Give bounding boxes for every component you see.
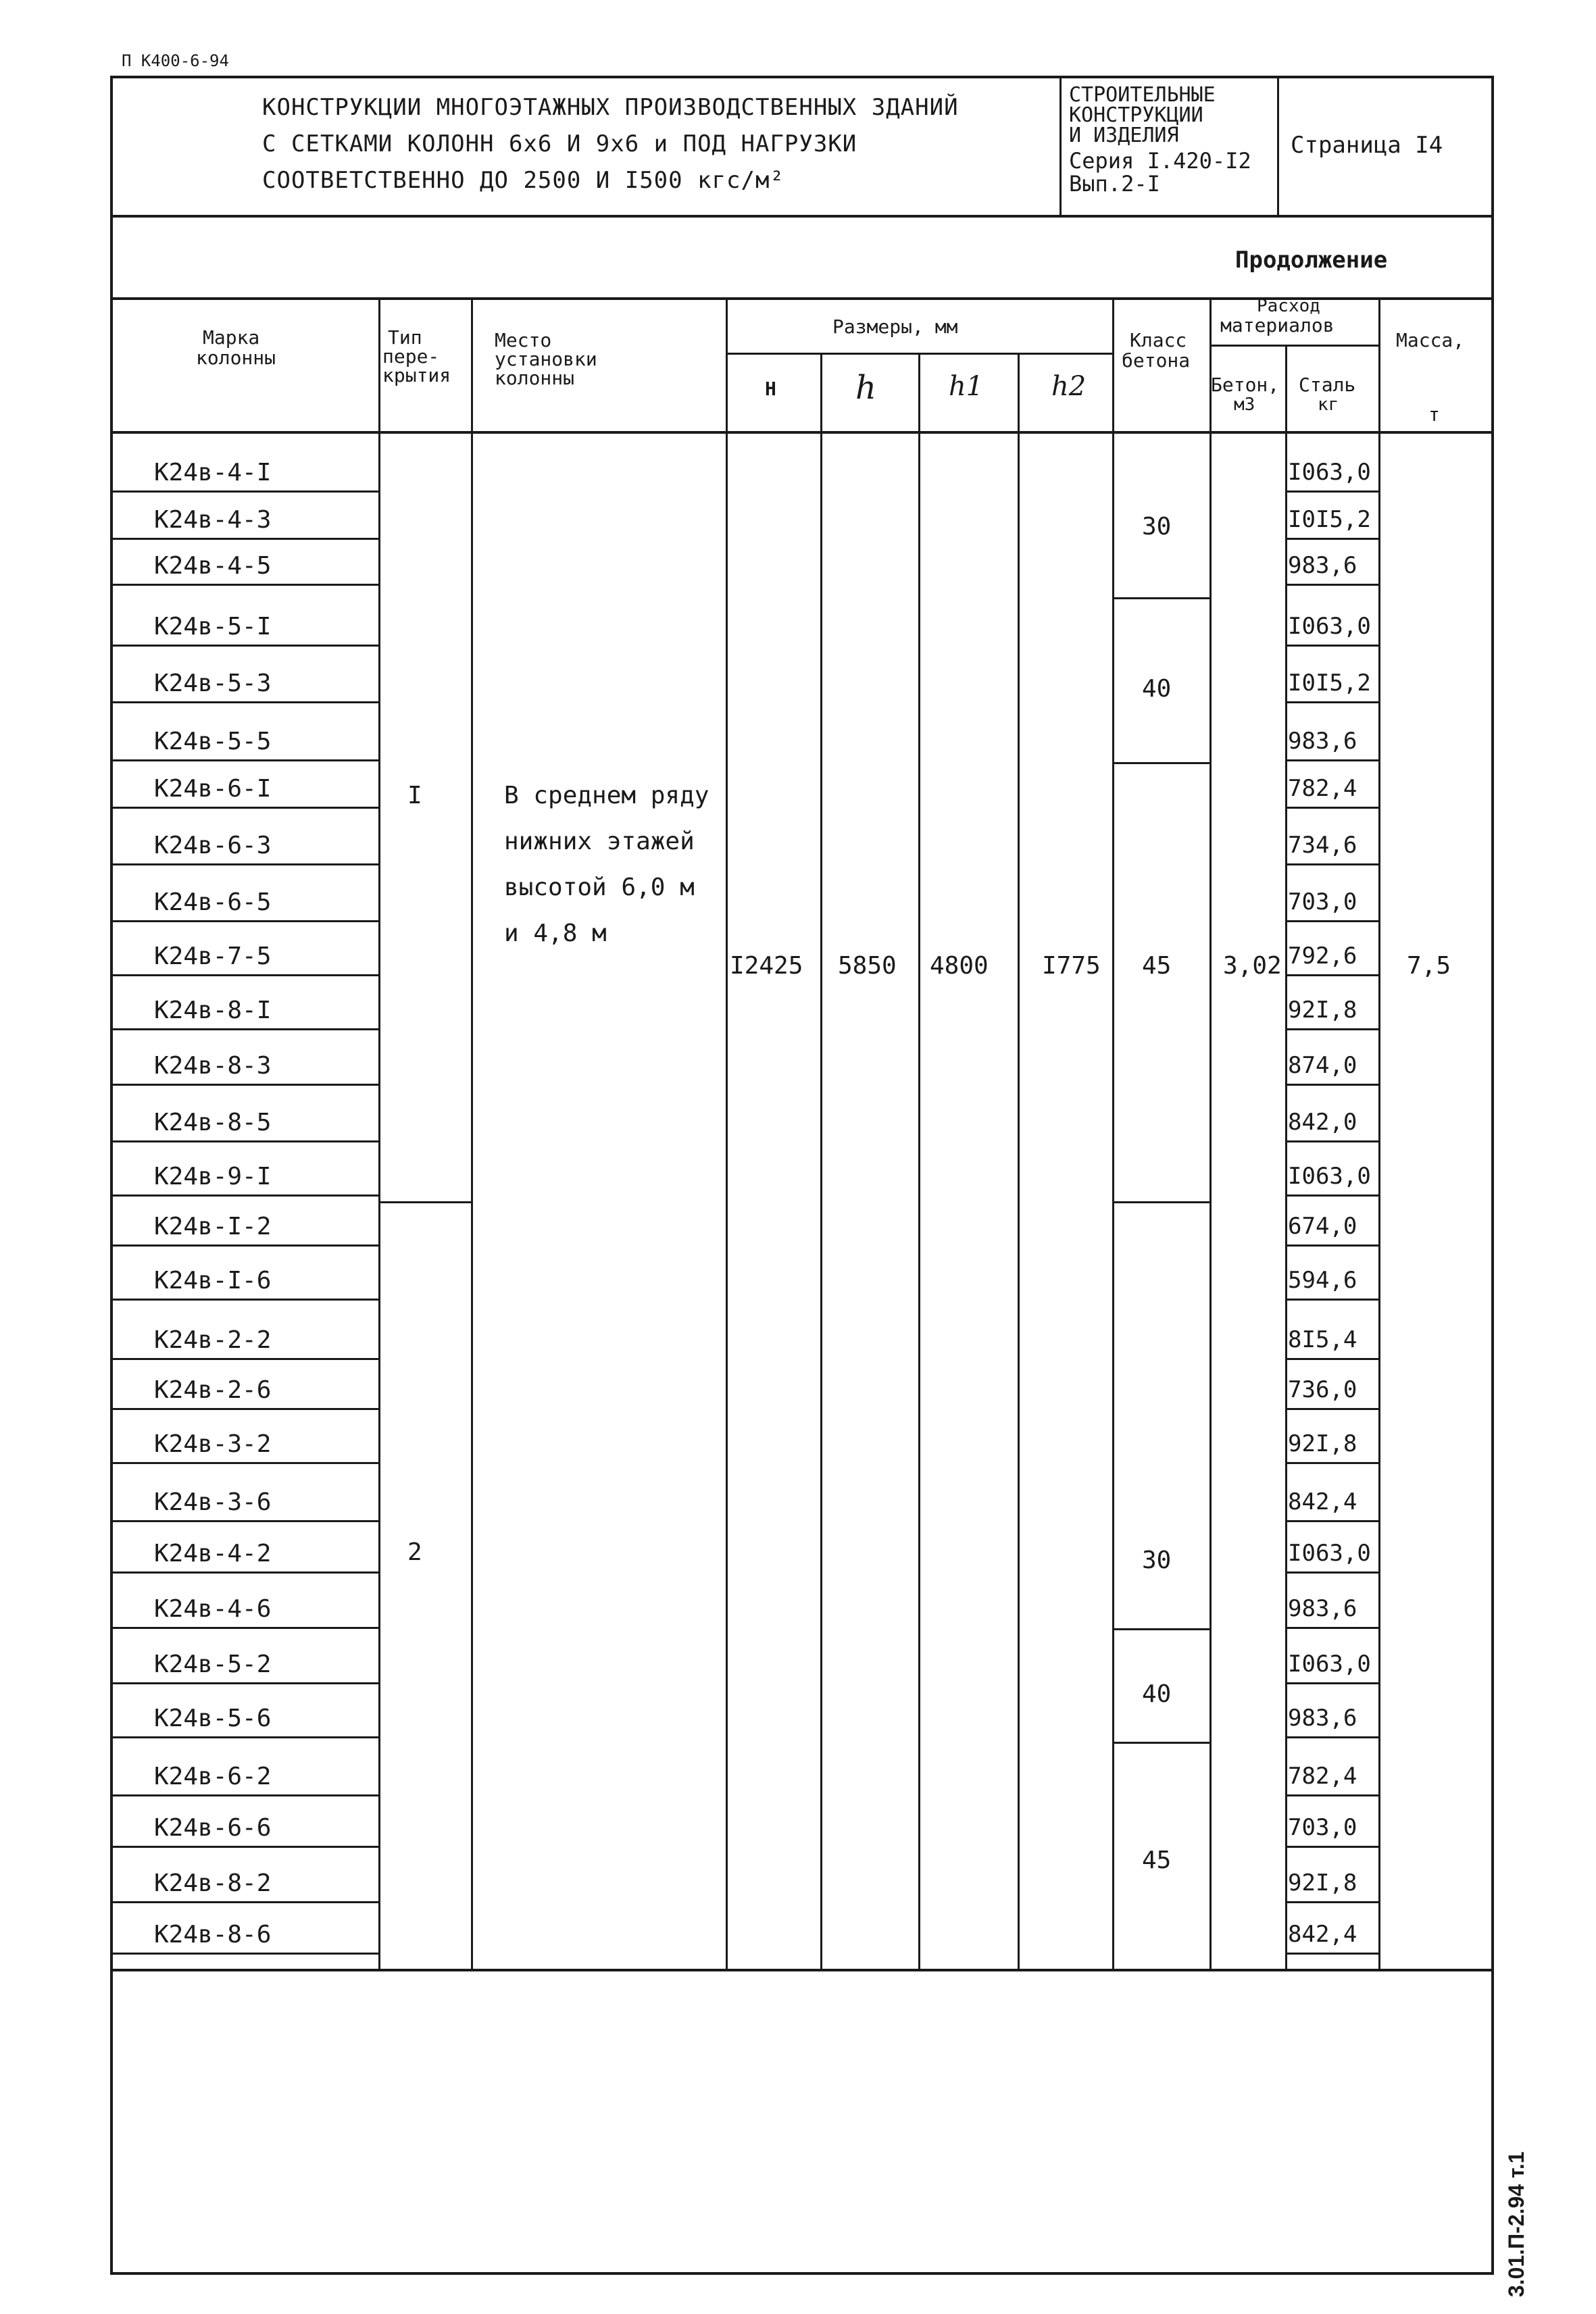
row-underline bbox=[110, 1520, 378, 1522]
col-steel-h1: Сталь bbox=[1299, 374, 1356, 396]
row-steel-underline bbox=[1285, 1571, 1378, 1574]
row-underline bbox=[110, 1682, 378, 1684]
sizes-subheader-line bbox=[726, 353, 1112, 355]
row-steel: 792,6 bbox=[1288, 942, 1357, 970]
row-steel-underline bbox=[1285, 1682, 1378, 1684]
place-line-2: нижних этажей bbox=[504, 828, 695, 855]
row-steel-underline bbox=[1285, 1794, 1378, 1796]
row-underline bbox=[110, 1794, 378, 1796]
col-type-h1: Тип bbox=[388, 326, 422, 349]
row-steel-underline bbox=[1285, 1194, 1378, 1197]
row-underline bbox=[110, 538, 378, 540]
col-line-9 bbox=[1285, 345, 1287, 1971]
col-place-h3: колонны bbox=[495, 367, 575, 389]
col-line-5 bbox=[918, 353, 920, 1971]
row-steel: 734,6 bbox=[1288, 832, 1357, 859]
row-mark: К24в-5-2 bbox=[154, 1651, 272, 1678]
row-steel: 736,0 bbox=[1288, 1376, 1357, 1403]
row-mark: К24в-6-6 bbox=[154, 1814, 272, 1842]
col-type-h2: пере- bbox=[382, 345, 440, 368]
row-steel-underline bbox=[1285, 584, 1378, 586]
col-line-6 bbox=[1018, 353, 1020, 1971]
row-underline bbox=[110, 491, 378, 493]
row-underline bbox=[110, 1028, 378, 1030]
row-underline bbox=[110, 1846, 378, 1848]
row-steel-underline bbox=[1285, 1299, 1378, 1301]
row-mark: К24в-9-I bbox=[154, 1163, 272, 1190]
H-value: I2425 bbox=[730, 952, 803, 980]
row-mark: К24в-8-6 bbox=[154, 1921, 272, 1948]
consumption-subheader-line bbox=[1210, 345, 1378, 347]
header-title-line-1: КОНСТРУКЦИИ МНОГОЭТАЖНЫХ ПРОИЗВОДСТВЕННЫХ ЗДАНИЙ bbox=[262, 94, 959, 121]
doc-code: П К400-6-94 bbox=[122, 51, 229, 70]
row-underline bbox=[110, 1953, 378, 1955]
class-value-f: 45 bbox=[1142, 1846, 1172, 1874]
row-steel-underline bbox=[1285, 1358, 1378, 1360]
side-code: 3.01.П-2.94 т.1 bbox=[1504, 2151, 1528, 2297]
table-bottom bbox=[110, 1969, 1494, 1971]
continuation-label: Продолжение bbox=[1235, 247, 1388, 274]
row-mark: К24в-8-I bbox=[154, 997, 272, 1024]
series-line-5: Вып.2-I bbox=[1069, 171, 1160, 197]
row-underline bbox=[110, 863, 378, 865]
series-line-4: Серия I.420-I2 bbox=[1069, 148, 1251, 174]
row-steel: I063,0 bbox=[1288, 1163, 1371, 1190]
row-underline bbox=[110, 584, 378, 586]
series-line-2: КОНСТРУКЦИИ bbox=[1069, 103, 1203, 127]
row-mark: К24в-4-5 bbox=[154, 552, 272, 580]
row-mark: К24в-4-6 bbox=[154, 1595, 272, 1623]
row-mark: К24в-7-5 bbox=[154, 942, 272, 970]
col-concrete-h1: Бетон, bbox=[1211, 374, 1280, 396]
row-steel: I0I5,2 bbox=[1288, 506, 1371, 533]
row-steel: I063,0 bbox=[1288, 1540, 1371, 1567]
h1-value: 4800 bbox=[930, 952, 989, 980]
row-underline bbox=[110, 759, 378, 761]
series-line-3: И ИЗДЕЛИЯ bbox=[1069, 124, 1179, 147]
row-mark: К24в-4-3 bbox=[154, 506, 272, 534]
row-mark: К24в-8-5 bbox=[154, 1109, 272, 1136]
class-divider-3 bbox=[1112, 1201, 1212, 1203]
col-place-h2: установки bbox=[495, 348, 597, 370]
row-steel-underline bbox=[1285, 645, 1378, 647]
row-steel: 703,0 bbox=[1288, 1814, 1357, 1841]
row-steel: 983,6 bbox=[1288, 552, 1357, 579]
frame-bottom bbox=[110, 2272, 1494, 2275]
row-underline bbox=[110, 1358, 378, 1360]
row-underline bbox=[110, 1627, 378, 1629]
class-divider-4 bbox=[1112, 1628, 1212, 1630]
class-divider-5 bbox=[1112, 1742, 1212, 1744]
row-steel-underline bbox=[1285, 1462, 1378, 1464]
class-value-b: 40 bbox=[1142, 675, 1172, 703]
row-steel: 92I,8 bbox=[1288, 1430, 1357, 1457]
row-steel: 842,4 bbox=[1288, 1921, 1357, 1948]
row-underline bbox=[110, 1140, 378, 1142]
col-h1: h1 bbox=[949, 371, 984, 402]
row-steel: I063,0 bbox=[1288, 613, 1371, 640]
header-title-line-3: СООТВЕТСТВЕННО ДО 2500 И I500 кгс/м² bbox=[262, 167, 784, 194]
class-divider-2 bbox=[1112, 762, 1212, 764]
class-value-c: 45 bbox=[1142, 952, 1172, 980]
row-underline bbox=[110, 1571, 378, 1574]
row-mark: К24в-5-5 bbox=[154, 728, 272, 755]
class-value-e: 40 bbox=[1142, 1680, 1172, 1708]
col-line-10 bbox=[1378, 297, 1380, 1971]
row-steel: 674,0 bbox=[1288, 1213, 1357, 1240]
row-steel: 842,4 bbox=[1288, 1488, 1357, 1515]
row-steel: 983,6 bbox=[1288, 1705, 1357, 1732]
row-underline bbox=[110, 1194, 378, 1197]
row-steel: 983,6 bbox=[1288, 728, 1357, 755]
place-line-1: В среднем ряду bbox=[504, 782, 709, 809]
row-steel: 782,4 bbox=[1288, 1763, 1357, 1790]
row-mark: К24в-5-3 bbox=[154, 670, 272, 697]
header-divider-2 bbox=[1277, 76, 1279, 218]
row-steel-underline bbox=[1285, 1736, 1378, 1738]
col-line-7 bbox=[1112, 297, 1114, 1971]
row-steel-underline bbox=[1285, 1028, 1378, 1030]
row-steel-underline bbox=[1285, 1901, 1378, 1903]
row-steel: I063,0 bbox=[1288, 459, 1371, 486]
col-line-2 bbox=[471, 297, 473, 1971]
place-line-4: и 4,8 м bbox=[504, 920, 607, 947]
row-underline bbox=[110, 1084, 378, 1086]
row-underline bbox=[110, 1462, 378, 1464]
header-title-line-2: С СЕТКАМИ КОЛОНН 6x6 И 9x6 и ПОД НАГРУЗКИ bbox=[262, 130, 857, 157]
row-steel-underline bbox=[1285, 974, 1378, 976]
row-mark: К24в-2-6 bbox=[154, 1376, 272, 1404]
row-steel-underline bbox=[1285, 759, 1378, 761]
type-group-divider bbox=[378, 1201, 473, 1203]
type-1-value: I bbox=[407, 782, 422, 809]
row-steel-underline bbox=[1285, 1244, 1378, 1247]
header-bottom bbox=[110, 215, 1494, 218]
row-steel-underline bbox=[1285, 491, 1378, 493]
col-consumption-h2: материалов bbox=[1220, 314, 1335, 336]
row-underline bbox=[110, 920, 378, 922]
class-divider-1 bbox=[1112, 597, 1212, 599]
row-mark: К24в-2-2 bbox=[154, 1326, 272, 1354]
class-value-d: 30 bbox=[1142, 1546, 1172, 1574]
header-divider-1 bbox=[1059, 76, 1062, 218]
row-mark: К24в-5-I bbox=[154, 613, 272, 640]
row-steel-underline bbox=[1285, 920, 1378, 922]
row-steel-underline bbox=[1285, 1846, 1378, 1848]
row-steel: 983,6 bbox=[1288, 1595, 1357, 1622]
row-steel-underline bbox=[1285, 1627, 1378, 1629]
h2-value: I775 bbox=[1042, 952, 1101, 980]
row-underline bbox=[110, 1299, 378, 1301]
row-steel: 842,0 bbox=[1288, 1109, 1357, 1136]
row-underline bbox=[110, 974, 378, 976]
frame-right bbox=[1491, 76, 1494, 2275]
row-underline bbox=[110, 1408, 378, 1410]
place-line-3: высотой 6,0 м bbox=[504, 874, 695, 901]
col-h: h bbox=[855, 369, 876, 407]
row-mark: К24в-I-6 bbox=[154, 1267, 272, 1294]
frame-left bbox=[110, 76, 113, 2275]
row-mark: К24в-3-6 bbox=[154, 1488, 272, 1516]
col-mass-h1: Масса, bbox=[1396, 329, 1465, 351]
row-steel-underline bbox=[1285, 701, 1378, 703]
row-steel-underline bbox=[1285, 1520, 1378, 1522]
concrete-value: 3,02 bbox=[1223, 952, 1282, 980]
row-steel: I0I5,2 bbox=[1288, 670, 1371, 697]
row-steel-underline bbox=[1285, 538, 1378, 540]
col-mark-h2: колонны bbox=[196, 347, 276, 369]
row-steel: 92I,8 bbox=[1288, 997, 1357, 1024]
row-underline bbox=[110, 1736, 378, 1738]
page-label: Страница I4 bbox=[1291, 132, 1443, 159]
col-mass-h2: т bbox=[1428, 403, 1440, 426]
row-steel-underline bbox=[1285, 1084, 1378, 1086]
col-consumption-h1: Расход bbox=[1257, 296, 1320, 316]
col-class-h2: бетона bbox=[1122, 349, 1191, 372]
mass-value: 7,5 bbox=[1407, 952, 1451, 980]
row-steel-underline bbox=[1285, 807, 1378, 809]
row-underline bbox=[110, 701, 378, 703]
row-steel: 782,4 bbox=[1288, 775, 1357, 802]
row-mark: К24в-I-2 bbox=[154, 1213, 272, 1240]
row-mark: К24в-6-3 bbox=[154, 832, 272, 859]
col-line-4 bbox=[820, 353, 822, 1971]
col-line-1 bbox=[378, 297, 380, 1971]
row-mark: К24в-6-2 bbox=[154, 1763, 272, 1790]
row-steel-underline bbox=[1285, 1953, 1378, 1955]
col-line-8 bbox=[1210, 297, 1212, 1971]
col-sizes: Размеры, мм bbox=[832, 316, 958, 338]
row-mark: К24в-5-6 bbox=[154, 1705, 272, 1732]
col-steel-h2: кг bbox=[1318, 395, 1339, 415]
row-steel-underline bbox=[1285, 1140, 1378, 1142]
frame-top bbox=[110, 76, 1494, 78]
col-place-h1: Место bbox=[495, 329, 552, 351]
col-class-h1: Класс bbox=[1130, 329, 1187, 351]
row-steel: I063,0 bbox=[1288, 1651, 1371, 1678]
col-type-h3: крытия bbox=[382, 364, 451, 386]
col-h2: h2 bbox=[1051, 371, 1087, 402]
row-steel: 594,6 bbox=[1288, 1267, 1357, 1294]
col-concrete-h2: м3 bbox=[1234, 395, 1255, 415]
series-line-1: СТРОИТЕЛЬНЫЕ bbox=[1069, 83, 1216, 107]
type-2-value: 2 bbox=[407, 1538, 422, 1566]
row-mark: К24в-6-5 bbox=[154, 888, 272, 916]
row-steel: 874,0 bbox=[1288, 1052, 1357, 1079]
row-mark: К24в-8-3 bbox=[154, 1052, 272, 1080]
row-underline bbox=[110, 1244, 378, 1247]
row-underline bbox=[110, 807, 378, 809]
h-value: 5850 bbox=[838, 952, 897, 980]
col-H: H bbox=[765, 378, 776, 400]
row-steel: 703,0 bbox=[1288, 888, 1357, 915]
row-mark: К24в-3-2 bbox=[154, 1430, 272, 1458]
row-mark: К24в-4-2 bbox=[154, 1540, 272, 1567]
row-steel: 92I,8 bbox=[1288, 1869, 1357, 1896]
row-steel: 8I5,4 bbox=[1288, 1326, 1357, 1353]
row-mark: К24в-6-I bbox=[154, 775, 272, 803]
row-mark: К24в-8-2 bbox=[154, 1869, 272, 1897]
row-steel-underline bbox=[1285, 863, 1378, 865]
col-mark-h1: Марка bbox=[203, 326, 260, 349]
row-steel-underline bbox=[1285, 1408, 1378, 1410]
row-mark: К24в-4-I bbox=[154, 459, 272, 486]
col-line-3 bbox=[726, 297, 728, 1971]
header-row-bottom bbox=[110, 431, 1494, 434]
class-value-a: 30 bbox=[1142, 513, 1172, 540]
row-underline bbox=[110, 1901, 378, 1903]
row-underline bbox=[110, 645, 378, 647]
